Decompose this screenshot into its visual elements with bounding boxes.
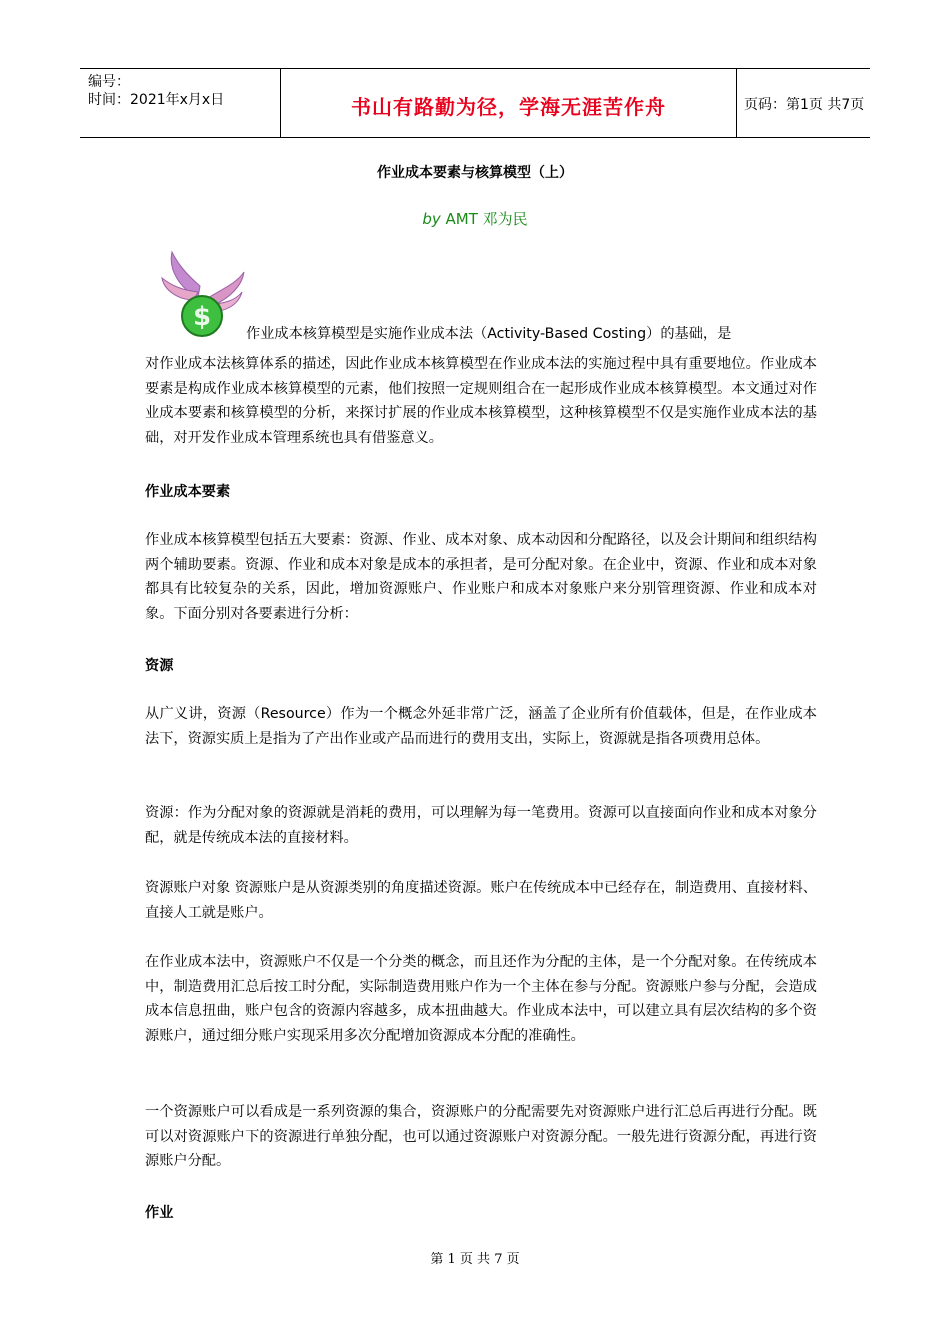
motto-text: 书山有路勤为径，学海无涯苦作舟 — [351, 95, 666, 119]
article-title: 作业成本要素与核算模型（上） — [377, 165, 573, 181]
byline-author: AMT 邓为民 — [440, 210, 528, 228]
paragraph-resource-account: 资源账户对象 资源账户是从资源类别的角度描述资源。账户在传统成本中已经存在，制造费用、直接材料、直接人工就是账户。 — [145, 880, 817, 921]
byline — [0, 208, 950, 229]
number-label: 编号： — [88, 74, 130, 90]
byline-by: by — [422, 210, 441, 228]
heading-elements: 作业成本要素 — [145, 484, 231, 500]
document-header — [80, 68, 870, 138]
intro-first-line: 作业成本核算模型是实施作业成本法（Activity-Based Costing）的基础，是 — [246, 326, 732, 342]
heading-activity: 作业 — [145, 1205, 174, 1221]
header-left-cell — [80, 69, 280, 137]
intro-paragraph: 对作业成本法核算体系的描述，因此作业成本核算模型在作业成本法的实施过程中具有重要地位。作业成本要素是构成作业成本核算模型的元素，他们按照一定规则组合在一起形成作业成本核算模型。本文通过对作业成本要素和核算模型的分析，来探讨扩展的作业成本核算模型，这种核算模型不仅是实施作业成本法的基础，对开发作业成本管理系统也具有借鉴意义。 — [145, 356, 817, 446]
header-page-cell — [736, 69, 870, 137]
paragraph-resource-definition: 从广义讲，资源（Resource）作为一个概念外延非常广泛，涵盖了企业所有价值载体，但是，在作业成本法下，资源实质上是指为了产出作业或产品而进行的费用支出，实际上，资源就是指各项费用总体。 — [145, 706, 817, 747]
winged-dollar-icon — [160, 250, 246, 340]
paragraph-elements: 作业成本核算模型包括五大要素：资源、作业、成本对象、成本动因和分配路径，以及会计期间和组织结构两个辅助要素。资源、作业和成本对象是成本的承担者，是可分配对象。在企业中，资源、作业和成本对象都具有比较复杂的关系，因此，增加资源账户、作业账户和成本对象账户来分别管理资源、作业和成本对象。下面分别对各要素进行分析： — [145, 532, 817, 622]
time-label: 时间：2021年x月x日 — [88, 92, 225, 108]
header-motto-cell — [280, 69, 737, 137]
page-info: 页码：第1页 共7页 — [744, 97, 865, 113]
page-footer: 第 1 页 共 7 页 — [430, 1252, 520, 1267]
heading-resource: 资源 — [145, 658, 174, 674]
paragraph-resource-account-set: 一个资源账户可以看成是一系列资源的集合，资源账户的分配需要先对资源账户进行汇总后再进行分配。既可以对资源账户下的资源进行单独分配，也可以通过资源账户对资源分配。一般先进行资源分配，再进行资源账户分配。 — [145, 1104, 817, 1169]
svg-text:$: $ — [192, 302, 212, 332]
paragraph-resource-account-abc: 在作业成本法中，资源账户不仅是一个分类的概念，而且还作为分配的主体，是一个分配对象。在传统成本中，制造费用汇总后按工时分配，实际制造费用账户作为一个主体在参与分配。资源账户参与分配，会造成成本信息扭曲，账户包含的资源内容越多，成本扭曲越大。作业成本法中，可以建立具有层次结构的多个资源账户，通过细分账户实现采用多次分配增加资源成本分配的准确性。 — [145, 954, 817, 1044]
paragraph-resource: 资源：作为分配对象的资源就是消耗的费用，可以理解为每一笔费用。资源可以直接面向作业和成本对象分配，就是传统成本法的直接材料。 — [145, 805, 817, 846]
